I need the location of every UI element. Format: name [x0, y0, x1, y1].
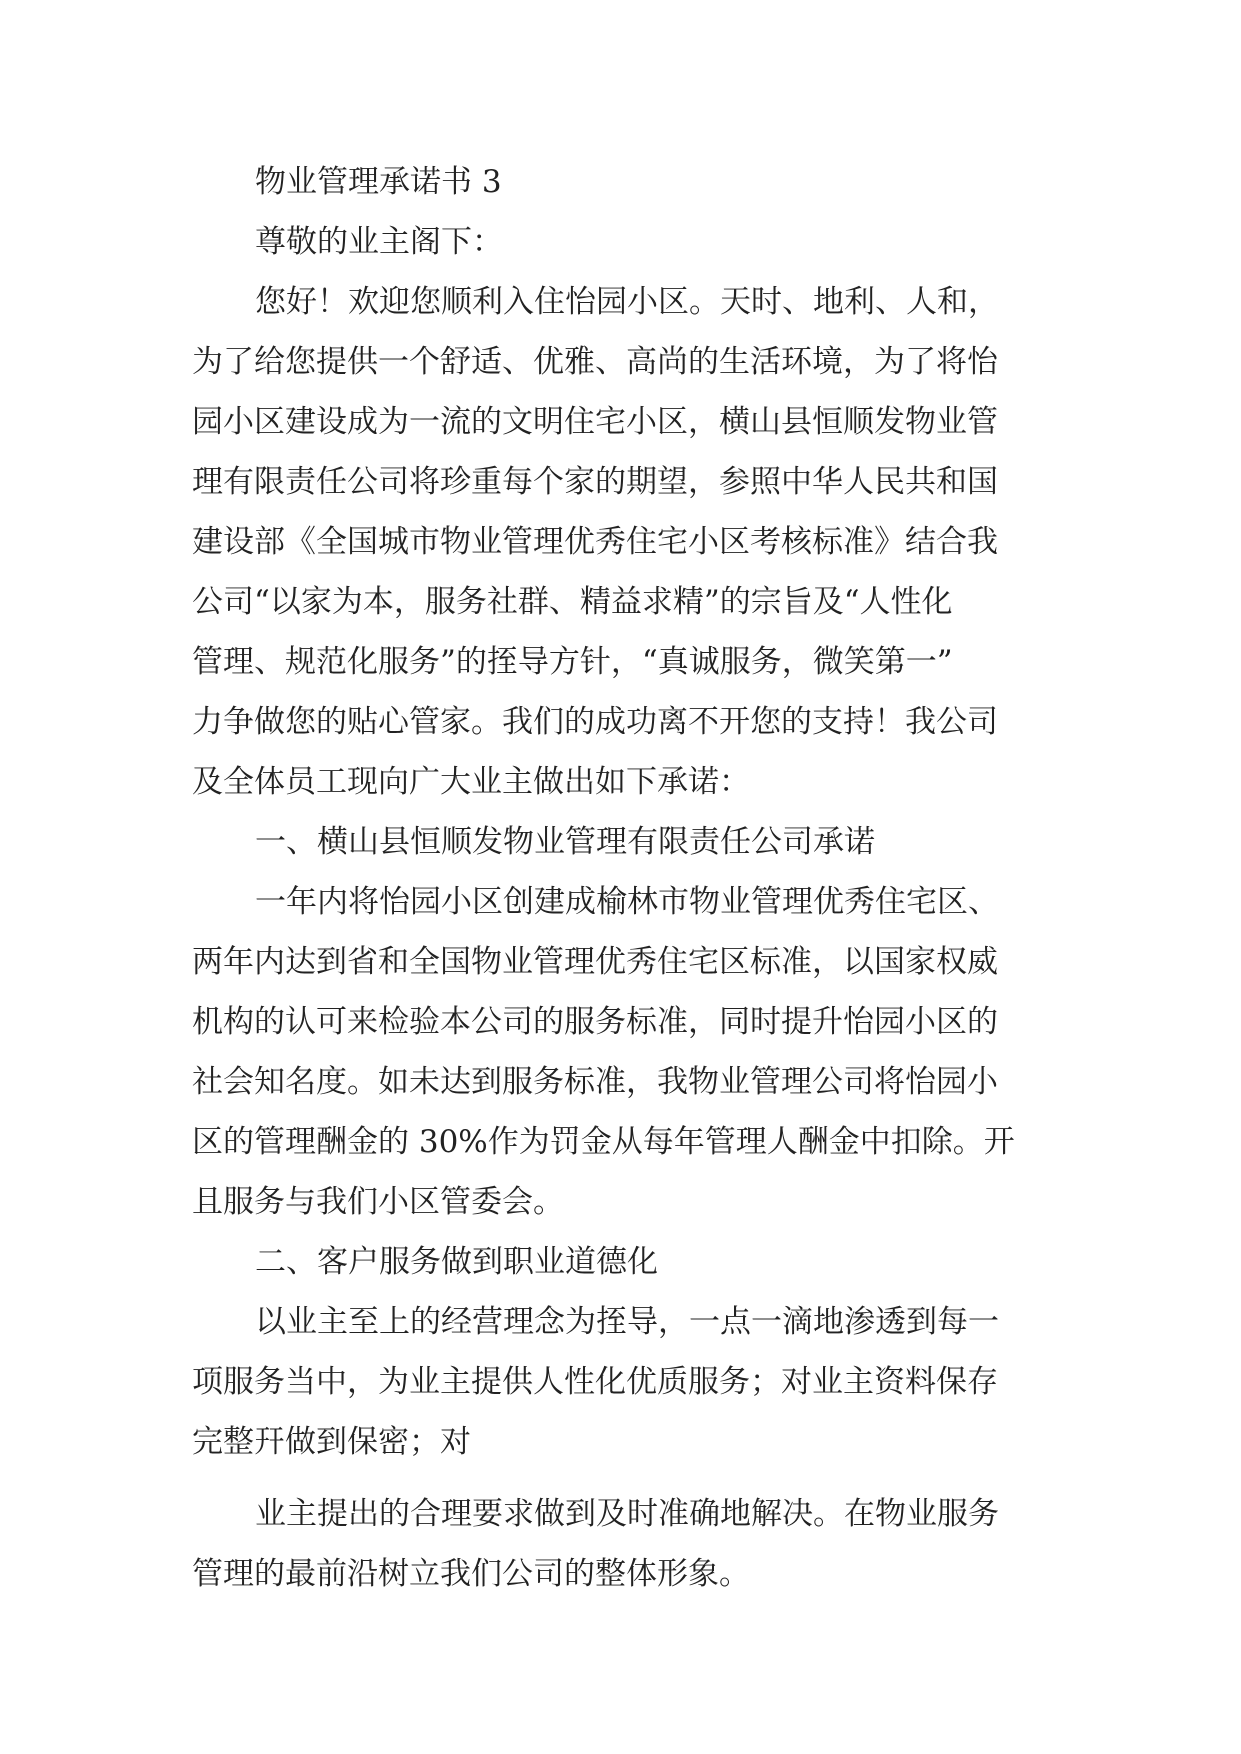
section-heading: 一、横山县恒顺发物业管理有限责任公司承诺: [255, 824, 875, 860]
paragraph-line: 且服务与我们小区管委会。: [192, 1184, 564, 1220]
paragraph-line: 理有限责任公司将珍重每个家的期望，参照中华人民共和国: [192, 464, 998, 500]
paragraph-line: 管理的最前沿树立我们公司的整体形象。: [192, 1556, 750, 1592]
paragraph-line: 以业主至上的经营理念为挃导，一点一滴地渗透到每一: [255, 1304, 999, 1340]
paragraph-line: 一年内将怡园小区创建成榆林市物业管理优秀住宅区、: [255, 884, 999, 920]
paragraph-line: 力争做您的贴心管家。我们的成功离不开您的支持！我公司: [192, 704, 998, 740]
paragraph-line: 社会知名度。如未达到服务标准，我物业管理公司将怡园小: [192, 1064, 998, 1100]
paragraph-line: 您好！欢迎您顺利入住怡园小区。天时、地利、人和，: [255, 284, 999, 320]
paragraph-line: 机构的认可来检验本公司的服务标准，同时提升怡园小区的: [192, 1004, 998, 1040]
paragraph-line: 公司“以家为本，服务社群、精益求精”的宗旨及“人性化: [192, 584, 953, 620]
paragraph-line: 区的管理酬金的 30%作为罚金从每年管理人酬金中扣除。开: [192, 1124, 1015, 1160]
paragraph-line: 两年内达到省和全国物业管理优秀住宅区标准，以国家权威: [192, 944, 998, 980]
paragraph-line: 业主提出的合理要求做到及时准确地解决。在物业服务: [255, 1496, 999, 1532]
paragraph-line: 项服务当中，为业主提供人性化优质服务；对业主资料保存: [192, 1364, 998, 1400]
paragraph-line: 建设部《全国城市物业管理优秀住宅小区考核标准》结合我: [192, 524, 998, 560]
paragraph-line: 园小区建设成为一流的文明住宅小区，横山县恒顺发物业管: [192, 404, 998, 440]
salutation: 尊敬的业主阁下：: [255, 224, 503, 260]
paragraph-line: 为了给您提供一个舒适、优雅、高尚的生活环境，为了将怡: [192, 344, 998, 380]
section-heading: 二、客户服务做到职业道德化: [255, 1244, 658, 1280]
paragraph-line: 完整幵做到保密；对: [192, 1424, 471, 1460]
paragraph-line: 及全体员工现向广大业主做出如下承诺：: [192, 764, 750, 800]
paragraph-line: 管理、规范化服务”的挃导方针，“真诚服务，微笑第一”: [192, 644, 953, 680]
document-title: 物业管理承诺书 3: [255, 164, 502, 200]
